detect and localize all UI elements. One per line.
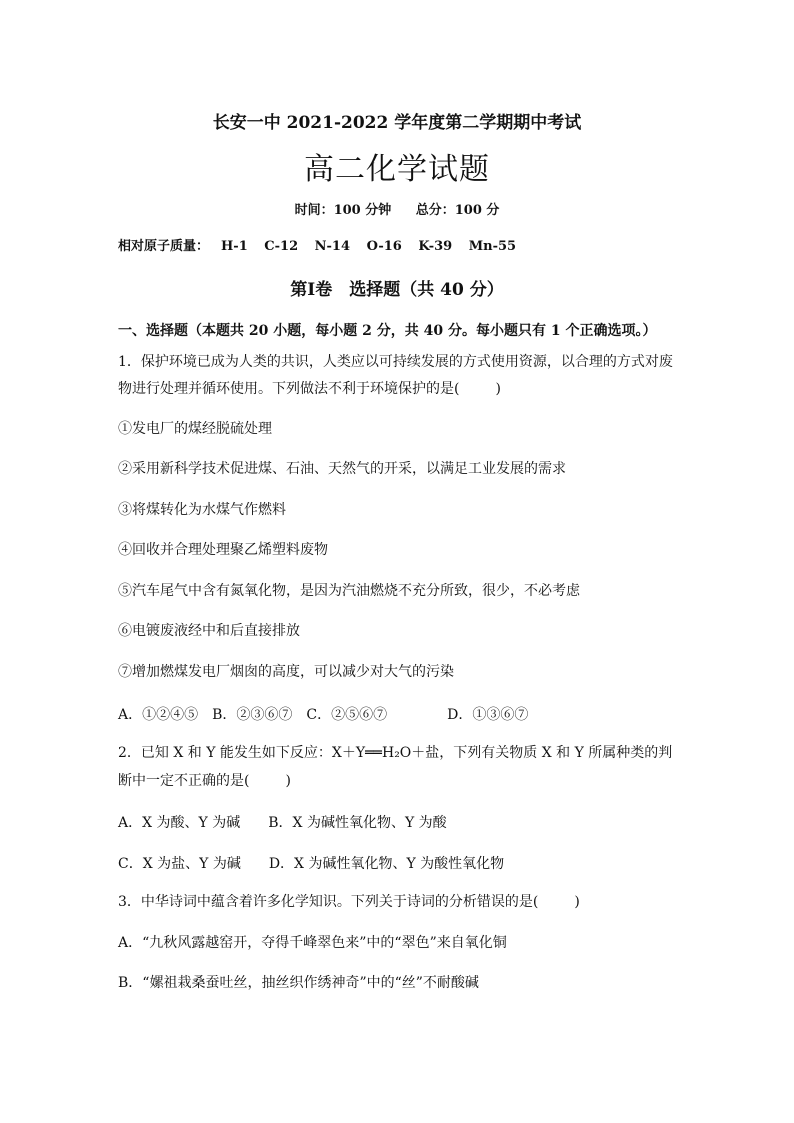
q1-stem-line1: 1．保护环境已成为人类的共识，人类应以可持续发展的方式使用资源，以合理的方式对废 xyxy=(118,354,673,370)
exam-time: 时间：100 分钟 xyxy=(294,203,392,218)
q2-options-row1 xyxy=(118,812,461,832)
atomic-mass-k: K-39 xyxy=(418,239,453,254)
q1-option-b: B．②③⑥⑦ xyxy=(212,707,293,723)
q3-stem-close: ) xyxy=(574,894,580,910)
q1-item-3: ③将煤转化为水煤气作燃料 xyxy=(118,502,286,518)
school-exam-line: 长安一中 2021-2022 学年度第二学期期中考试 xyxy=(212,113,582,133)
q1-option-a: A．①②④⑤ xyxy=(118,707,199,723)
q1-stem-text: 物进行处理并循环使用。下列做法不利于环境保护的是( xyxy=(118,381,460,397)
q1-option-d: D．①③⑥⑦ xyxy=(447,707,529,723)
q1-item-4: ④回收并合理处理聚乙烯塑料废物 xyxy=(118,542,328,558)
page-title: 高二化学试题 xyxy=(304,152,490,187)
atomic-mass-h: H-1 xyxy=(221,239,248,254)
q1-options xyxy=(118,704,542,724)
section-title: 一、选择题（本题共 20 小题，每小题 2 分，共 40 分。每小题只有 1 个正确选项。） xyxy=(118,323,657,339)
atomic-masses xyxy=(118,238,516,256)
q2-stem-text: 断中一定不正确的是( xyxy=(118,773,250,789)
atomic-masses-label: 相对原子质量： xyxy=(118,239,210,254)
q1-item-6: ⑥电镀废液经中和后直接排放 xyxy=(118,623,300,639)
exam-total-score: 总分：100 分 xyxy=(415,203,500,218)
q1-item-7: ⑦增加燃煤发电厂烟囱的高度，可以减少对大气的污染 xyxy=(118,664,454,680)
q2-options-row2 xyxy=(118,853,518,873)
q1-item-1: ①发电厂的煤经脱硫处理 xyxy=(118,421,272,437)
atomic-mass-mn: Mn-55 xyxy=(468,239,517,254)
q2-option-a: A．X 为酸、Y 为碱 xyxy=(118,815,241,831)
q2-option-b: B．X 为碱性氧化物、Y 为酸 xyxy=(268,815,447,831)
atomic-mass-n: N-14 xyxy=(314,239,351,254)
atomic-mass-c: C-12 xyxy=(264,239,299,254)
q3-stem xyxy=(118,893,580,911)
q1-stem-close: ) xyxy=(495,381,501,397)
volume-title: 第Ⅰ卷 选择题（共 40 分） xyxy=(290,280,504,300)
q2-option-c: C．X 为盐、Y 为碱 xyxy=(118,856,241,872)
q1-option-c: C．②⑤⑥⑦ xyxy=(306,707,388,723)
exam-time-score xyxy=(0,202,794,220)
q1-item-5: ⑤汽车尾气中含有氮氧化物，是因为汽油燃烧不充分所致，很少，不必考虑 xyxy=(118,583,580,599)
q3-option-a: A．“九秋风露越窑开，夺得千峰翠色来”中的“翠色”来自氧化铜 xyxy=(118,935,507,951)
q2-stem-line1: 2．已知 X 和 Y 能发生如下反应：X＋Y══H₂O＋盐，下列有关物质 X 和 Y 所属种类的判 xyxy=(118,745,673,761)
q3-stem-text: 3．中华诗词中蕴含着许多化学知识。下列关于诗词的分析错误的是( xyxy=(118,894,539,910)
q2-option-d: D．X 为碱性氧化物、Y 为酸性氧化物 xyxy=(268,856,505,872)
q1-stem-line2 xyxy=(118,380,501,398)
q2-stem-close: ) xyxy=(285,773,291,789)
q3-option-b: B．“嫘祖栽桑蚕吐丝，抽丝织作绣神奇”中的“丝”不耐酸碱 xyxy=(118,975,479,991)
q1-item-2: ②采用新科学技术促进煤、石油、天然气的开采，以满足工业发展的需求 xyxy=(118,461,566,477)
atomic-mass-o: O-16 xyxy=(366,239,402,254)
q2-stem-line2 xyxy=(118,772,291,790)
